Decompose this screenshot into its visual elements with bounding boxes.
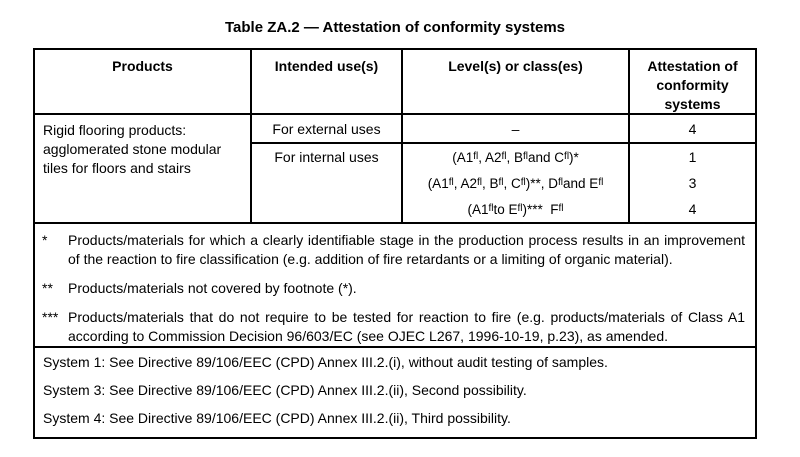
table-body (35, 115, 755, 224)
conformity-table (33, 48, 757, 439)
external-attestation-cell: 4 (630, 115, 755, 144)
footnote-marker: * (42, 232, 48, 248)
systems-section (35, 348, 755, 437)
footnote-text: Products/materials that do not require to be tested for reaction to fire (e.g. products/materials of Class A1 according to Commission Decision 96/603/EC (see OJEC L267, 1996-10-19, p.23), as amended. (68, 309, 745, 344)
product-cell: Rigid flooring products: agglomerated stone modular tiles for floors and stairs (35, 115, 252, 222)
attestation-value: 1 (688, 149, 697, 165)
footnotes-section (35, 224, 755, 348)
system-line: System 1: See Directive 89/106/EEC (CPD) Annex III.2.(i), without audit testing of samples. (43, 354, 608, 370)
level-line: (A1 fl , A2 fl , B fl , C fl )**, D fl and E fl (427, 175, 604, 191)
level-line: (A1 fl , A2 fl , B fl and C fl )* (452, 149, 579, 165)
footnote-marker: *** (42, 309, 59, 325)
header-cell-attestation: Attestation of conformity systems (647, 58, 738, 112)
system-line: System 4: See Directive 89/106/EEC (CPD) Annex III.2.(ii), Third possibility. (43, 410, 511, 426)
internal-attestation-cell (630, 144, 755, 222)
attestation-value: 3 (688, 175, 697, 191)
footnote (42, 308, 745, 346)
header-cell-intended-use: Intended use(s) (252, 50, 403, 114)
level-line: (A1 fl to E fl )*** F fl (467, 201, 564, 217)
footnote (42, 231, 745, 269)
header-cell-level-class: Level(s) or class(es) (403, 50, 630, 114)
footnote-text: Products/materials for which a clearly identifiable stage in the production process results in an improvement of the reaction to fire classification (e.g. addition of fire retardants or a limiting of organic material). (68, 232, 745, 267)
table-title: Table ZA.2 — Attestation of conformity systems (224, 19, 566, 36)
system-line: System 3: See Directive 89/106/EEC (CPD) Annex III.2.(ii), Second possibility. (43, 382, 527, 398)
header-row (35, 50, 755, 115)
external-level-cell: – (403, 115, 630, 144)
external-use-cell: For external uses (252, 115, 403, 144)
internal-level-cell (403, 144, 630, 222)
header-cell-products: Products (35, 50, 252, 114)
footnote-text: Products/materials not covered by footnote (*). (68, 280, 357, 296)
footnote-marker: ** (42, 280, 53, 296)
internal-use-cell: For internal uses (252, 144, 403, 222)
attestation-value: 4 (688, 201, 697, 217)
footnote (42, 279, 745, 298)
